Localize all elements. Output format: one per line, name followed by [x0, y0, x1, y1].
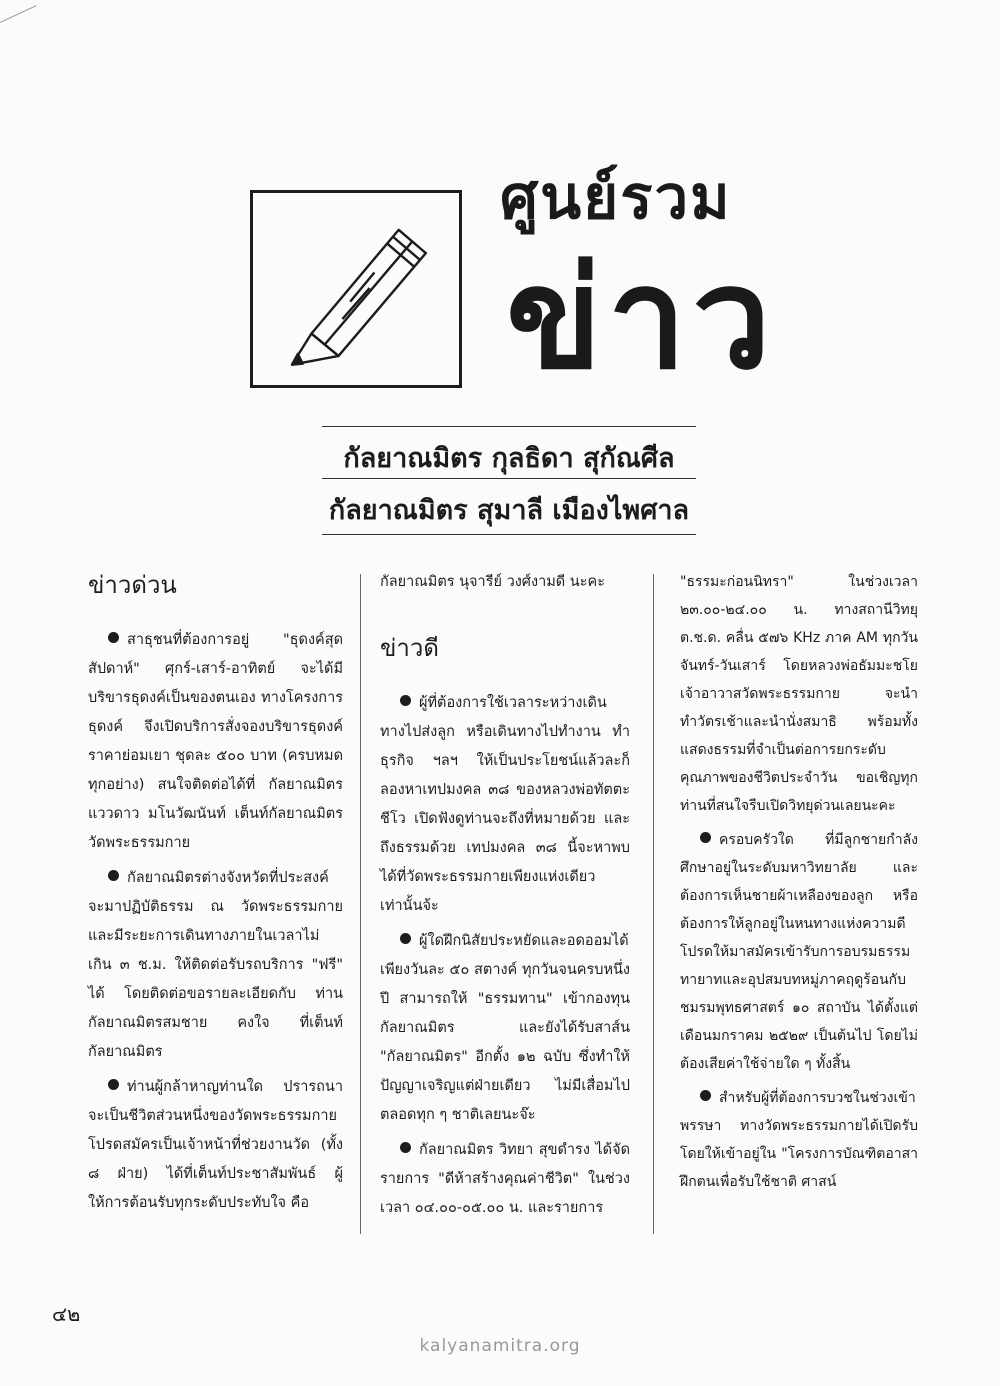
bullet-icon — [700, 1090, 711, 1101]
page-title-line1: ศูนย์รวม — [500, 163, 732, 233]
continued-text: กัลยาณมิตร นุจารีย์ วงศ์งามดี นะคะ — [380, 574, 605, 590]
news-item — [88, 1073, 343, 1218]
bullet-icon — [400, 933, 411, 944]
bullet-icon — [400, 695, 411, 706]
news-text: กัลยาณมิตรต่างจังหวัดที่ประสงค์จะมาปฏิบัติธรรม ณ วัดพระธรรมกาย และมีระยะการเดินทางภายในเวลาไม่เกิน ๓ ช.ม. ให้ติดต่อรับรถบริการ "ฟรี" ได้ โดยติดต่อขอรายละเอียดกับ ท่านกัลยาณมิตรสมชาย คงใจ ที่เต็นท์กัลยาณมิตร — [88, 870, 343, 1060]
bullet-icon — [108, 870, 119, 881]
column-2 — [380, 568, 630, 1229]
news-text: กัลยาณมิตร วิทยา สุขดำรง ได้จัดรายการ "ดีห้าสร้างคุณค่าชีวิต" ในช่วงเวลา ๐๔.๐๐-๐๕.๐๐ น. และรายการ — [380, 1142, 630, 1216]
header-rule-bottom — [322, 534, 696, 535]
news-text: สาธุชนที่ต้องการอยู่ "ธุดงค์สุดสัปดาห์" ศุกร์-เสาร์-อาทิตย์ จะได้มีบริขารธุดงค์เป็นของตนเอง ทางโครงการธุดงค์ จึงเปิดบริการสั่งจองบริขารธุดงค์ราคาย่อมเยา ชุดละ ๕๐๐ บาท (ครบหมดทุกอย่าง) สนใจติดต่อได้ที่ กัลยาณมิตร แววดาว มโนวัฒนันท์ เต็นท์กัลยาณมิตร วัดพระธรรมกาย — [88, 632, 343, 851]
page-title-line2: ข่าว — [506, 238, 777, 401]
column-divider-2 — [653, 574, 654, 1234]
news-item — [680, 1084, 918, 1196]
site-watermark: kalyanamitra.org — [419, 1336, 581, 1356]
pencil-logo — [250, 190, 462, 388]
news-item — [88, 864, 343, 1067]
section-heading-good-news: ข่าวดี — [380, 634, 439, 662]
scan-mark — [0, 5, 37, 23]
bullet-icon — [700, 832, 711, 843]
column-divider-1 — [360, 574, 361, 1234]
news-item — [680, 826, 918, 1078]
news-item — [380, 1136, 630, 1223]
bullet-icon — [400, 1142, 411, 1153]
news-text: ท่านผู้กล้าหาญท่านใด ปรารถนาจะเป็นชีวิตส่วนหนึ่งของวัดพระธรรมกาย โปรดสมัครเป็นเจ้าหน้าที่ช่วยงานวัด (ทั้ง ๘ ฝ่าย) ได้ที่เต็นท์ประชาสัมพันธ์ ผู้ให้การต้อนรับทุกระดับประทับใจ คือ — [88, 1079, 343, 1211]
news-text: สำหรับผู้ที่ต้องการบวชในช่วงเข้าพรรษา ทางวัดพระธรรมกายได้เปิดรับ โดยให้เข้าอยู่ใน "โครงการบัณฑิตอาสาฝึกตนเพื่อรับใช้ชาติ ศาสน์ — [680, 1090, 918, 1190]
news-text: ผู้ใดฝึกนิสัยประหยัดและอดออมได้เพียงวันละ ๕๐ สตางค์ ทุกวันจนครบหนึ่งปี สามารถให้ "ธรรมทาน" เข้ากองทุนกัลยาณมิตร และยังได้รับสาส์น "กัลยาณมิตร" อีกตั้ง ๑๒ ฉบับ ซึ่งทำให้ปัญญาเจริญแต่ฝ่ายเดียว ไม่มีเสื่อมไปตลอดทุก ๆ ชาติเลยนะจ๊ะ — [380, 933, 630, 1123]
news-text: ครอบครัวใด ที่มีลูกชายกำลังศึกษาอยู่ในระดับมหาวิทยาลัย และต้องการเห็นชายผ้าเหลืองของลูก หรือต้องการให้ลูกอยู่ในหนทางแห่งความดี โปรดให้มาสมัครเข้ารับการอบรมธรรมทายาทและอุปสมบทหมู่ภาคฤดูร้อนกับชมรมพุทธศาสตร์ ๑๐ สถาบัน ได้ตั้งแต่เดือนมกราคม ๒๕๒๙ เป็นต้นไป โดยไม่ต้องเสียค่าใช้จ่ายใด ๆ ทั้งสิ้น — [680, 832, 918, 1072]
section-heading-urgent-news: ข่าวด่วน — [88, 571, 177, 599]
news-item — [88, 626, 343, 858]
page-number: ๔๒ — [52, 1302, 81, 1326]
column-3 — [680, 568, 918, 1202]
column-1 — [88, 568, 343, 1224]
header-rule-middle — [322, 478, 696, 479]
pencil-icon — [253, 193, 459, 385]
author-2: กัลยาณมิตร สุมาลี เมืองไพศาล — [328, 495, 690, 526]
news-item — [380, 927, 630, 1130]
header-rule-top — [322, 426, 696, 427]
news-item — [380, 689, 630, 921]
bullet-icon — [108, 1079, 119, 1090]
news-text: ผู้ที่ต้องการใช้เวลาระหว่างเดินทางไปส่งลูก หรือเดินทางไปทำงาน ทำธุรกิจ ฯลฯ ให้เป็นประโยชน์แล้วละก็ ลองหาเทปมงคล ๓๘ ของหลวงพ่อทัตตะชีโว เปิดฟังดูท่านจะถึงที่หมายด้วย และถึงธรรมด้วย เทปมงคล ๓๘ นี้จะหาพบได้ที่วัดพระธรรมกายเพียงแห่งเดียวเท่านั้นจ้ะ — [380, 695, 630, 914]
bullet-icon — [108, 632, 119, 643]
author-1: กัลยาณมิตร กุลธิดา สุกัณศีล — [343, 443, 675, 474]
continued-text: "ธรรมะก่อนนิทรา" ในช่วงเวลา ๒๓.๐๐-๒๔.๐๐ น. ทางสถานีวิทยุ ต.ช.ด. คลื่น ๕๗๖ KHz ภาค AM ทุกวันจันทร์-วันเสาร์ โดยหลวงพ่อธัมมะชโย เจ้าอาวาสวัดพระธรรมกาย จะนำ ทำวัตรเช้าและนำนั่งสมาธิ พร้อมทั้งแสดงธรรมที่จำเป็นต่อการยกระดับคุณภาพของชีวิตประจำวัน ขอเชิญทุกท่านที่สนใจรีบเปิดวิทยุด่วนเลยนะคะ — [680, 574, 918, 814]
